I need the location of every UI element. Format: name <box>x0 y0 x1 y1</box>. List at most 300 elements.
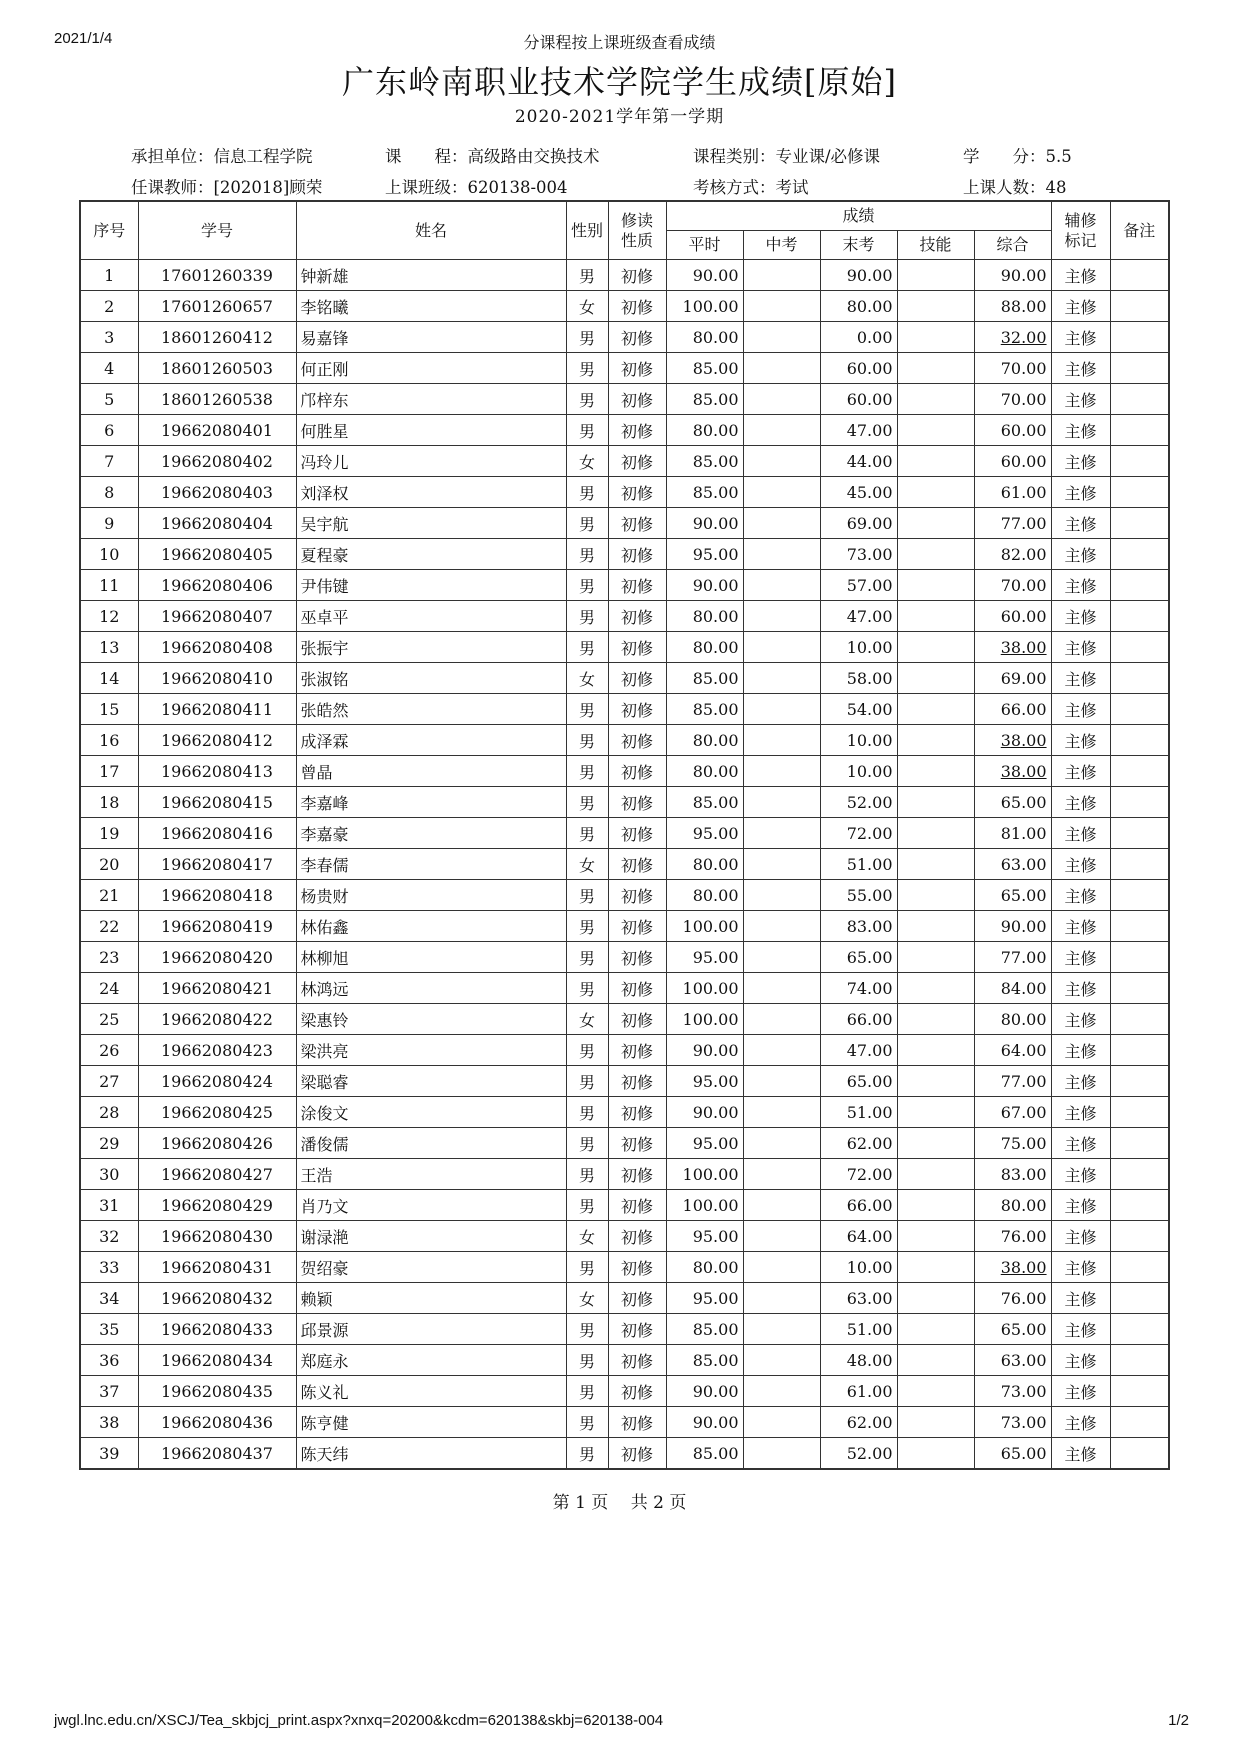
meta-credits: 学 分：5.5 <box>963 147 1072 166</box>
cell-seq: 33 <box>80 1252 138 1283</box>
cell-skill <box>897 1221 974 1252</box>
cell-final: 47.00 <box>820 601 897 632</box>
cell-student-id: 19662080425 <box>138 1097 296 1128</box>
cell-remark <box>1110 942 1169 973</box>
cell-student-id: 19662080403 <box>138 477 296 508</box>
cell-name: 曾晶 <box>296 756 566 787</box>
cell-final: 83.00 <box>820 911 897 942</box>
cell-remark <box>1110 694 1169 725</box>
cell-seq: 28 <box>80 1097 138 1128</box>
cell-remark <box>1110 849 1169 880</box>
cell-minor-flag: 主修 <box>1051 1221 1110 1252</box>
cell-student-id: 19662080401 <box>138 415 296 446</box>
cell-minor-flag: 主修 <box>1051 911 1110 942</box>
cell-name: 杨贵财 <box>296 880 566 911</box>
cell-total: 90.00 <box>974 911 1051 942</box>
cell-student-id: 19662080406 <box>138 570 296 601</box>
cell-midterm <box>743 1314 820 1345</box>
table-row <box>80 1283 1169 1314</box>
cell-usual: 85.00 <box>666 353 743 384</box>
cell-remark <box>1110 973 1169 1004</box>
cell-midterm <box>743 818 820 849</box>
cell-minor-flag: 主修 <box>1051 1066 1110 1097</box>
cell-study-type: 初修 <box>608 1407 666 1438</box>
cell-seq: 6 <box>80 415 138 446</box>
cell-remark <box>1110 384 1169 415</box>
table-row <box>80 632 1169 663</box>
cell-final: 55.00 <box>820 880 897 911</box>
table-row <box>80 663 1169 694</box>
cell-name: 张淑铭 <box>296 663 566 694</box>
cell-gender: 男 <box>566 1035 608 1066</box>
cell-final: 10.00 <box>820 632 897 663</box>
cell-student-id: 19662080427 <box>138 1159 296 1190</box>
failing-score: 38.00 <box>1000 637 1047 657</box>
table-row <box>80 849 1169 880</box>
cell-skill <box>897 1066 974 1097</box>
header-gender: 性别 <box>566 201 608 260</box>
cell-usual: 90.00 <box>666 1376 743 1407</box>
cell-midterm <box>743 446 820 477</box>
cell-seq: 27 <box>80 1066 138 1097</box>
cell-final: 65.00 <box>820 1066 897 1097</box>
cell-gender: 男 <box>566 477 608 508</box>
cell-midterm <box>743 1128 820 1159</box>
cell-remark <box>1110 570 1169 601</box>
cell-name: 陈天纬 <box>296 1438 566 1470</box>
meta-course: 课 程：高级路由交换技术 <box>385 147 600 166</box>
footer-url: jwgl.lnc.edu.cn/XSCJ/Tea_skbjcj_print.aspx?xnxq=20200&kcdm=620138&skbj=620138-004 <box>54 1712 664 1729</box>
cell-total: 65.00 <box>974 1438 1051 1470</box>
cell-usual: 90.00 <box>666 260 743 291</box>
table-row <box>80 539 1169 570</box>
cell-remark <box>1110 756 1169 787</box>
cell-remark <box>1110 1376 1169 1407</box>
cell-total: 70.00 <box>974 570 1051 601</box>
cell-skill <box>897 849 974 880</box>
print-page-title: 分课程按上课班级查看成绩 <box>523 35 716 52</box>
cell-remark <box>1110 291 1169 322</box>
meta-count: 上课人数：48 <box>963 178 1067 197</box>
cell-midterm <box>743 1407 820 1438</box>
cell-usual: 95.00 <box>666 942 743 973</box>
cell-usual: 100.00 <box>666 1190 743 1221</box>
cell-name: 陈亨健 <box>296 1407 566 1438</box>
cell-name: 林柳旭 <box>296 942 566 973</box>
cell-minor-flag: 主修 <box>1051 1128 1110 1159</box>
cell-final: 10.00 <box>820 756 897 787</box>
cell-remark <box>1110 787 1169 818</box>
cell-seq: 2 <box>80 291 138 322</box>
cell-midterm <box>743 942 820 973</box>
cell-usual: 85.00 <box>666 694 743 725</box>
cell-remark <box>1110 446 1169 477</box>
cell-seq: 7 <box>80 446 138 477</box>
cell-skill <box>897 260 974 291</box>
cell-study-type: 初修 <box>608 415 666 446</box>
cell-student-id: 19662080421 <box>138 973 296 1004</box>
cell-minor-flag: 主修 <box>1051 291 1110 322</box>
cell-minor-flag: 主修 <box>1051 880 1110 911</box>
cell-remark <box>1110 539 1169 570</box>
cell-student-id: 19662080437 <box>138 1438 296 1470</box>
cell-final: 45.00 <box>820 477 897 508</box>
cell-skill <box>897 1004 974 1035</box>
cell-gender: 男 <box>566 322 608 353</box>
cell-student-id: 19662080430 <box>138 1221 296 1252</box>
cell-total: 81.00 <box>974 818 1051 849</box>
cell-study-type: 初修 <box>608 1066 666 1097</box>
cell-skill <box>897 384 974 415</box>
cell-usual: 95.00 <box>666 1283 743 1314</box>
cell-final: 69.00 <box>820 508 897 539</box>
cell-seq: 26 <box>80 1035 138 1066</box>
cell-student-id: 17601260657 <box>138 291 296 322</box>
cell-final: 54.00 <box>820 694 897 725</box>
cell-remark <box>1110 880 1169 911</box>
cell-minor-flag: 主修 <box>1051 694 1110 725</box>
cell-skill <box>897 1252 974 1283</box>
cell-gender: 女 <box>566 1004 608 1035</box>
cell-student-id: 19662080410 <box>138 663 296 694</box>
cell-gender: 男 <box>566 911 608 942</box>
cell-skill <box>897 1128 974 1159</box>
cell-skill <box>897 694 974 725</box>
cell-usual: 85.00 <box>666 446 743 477</box>
cell-skill <box>897 1283 974 1314</box>
cell-seq: 8 <box>80 477 138 508</box>
cell-name: 王浩 <box>296 1159 566 1190</box>
grades-table-body <box>80 260 1169 1470</box>
cell-skill <box>897 353 974 384</box>
cell-usual: 90.00 <box>666 1407 743 1438</box>
cell-usual: 100.00 <box>666 911 743 942</box>
cell-remark <box>1110 353 1169 384</box>
cell-total <box>974 632 1051 663</box>
cell-gender: 男 <box>566 694 608 725</box>
header-score: 成绩 <box>666 201 1051 231</box>
cell-study-type: 初修 <box>608 539 666 570</box>
cell-minor-flag: 主修 <box>1051 849 1110 880</box>
cell-total: 76.00 <box>974 1221 1051 1252</box>
cell-seq: 34 <box>80 1283 138 1314</box>
table-row <box>80 1376 1169 1407</box>
cell-study-type: 初修 <box>608 1035 666 1066</box>
cell-student-id: 17601260339 <box>138 260 296 291</box>
cell-midterm <box>743 1252 820 1283</box>
cell-gender: 男 <box>566 880 608 911</box>
cell-gender: 男 <box>566 384 608 415</box>
cell-final: 52.00 <box>820 787 897 818</box>
meta-class: 上课班级：620138-004 <box>385 178 568 197</box>
table-row <box>80 446 1169 477</box>
document-title: 广东岭南职业技术学院学生成绩[原始] <box>342 63 897 101</box>
cell-minor-flag: 主修 <box>1051 1252 1110 1283</box>
cell-minor-flag: 主修 <box>1051 508 1110 539</box>
cell-seq: 12 <box>80 601 138 632</box>
cell-study-type: 初修 <box>608 818 666 849</box>
table-row <box>80 384 1169 415</box>
cell-midterm <box>743 1345 820 1376</box>
table-row <box>80 787 1169 818</box>
cell-final: 57.00 <box>820 570 897 601</box>
cell-midterm <box>743 849 820 880</box>
cell-skill <box>897 1314 974 1345</box>
table-row <box>80 973 1169 1004</box>
cell-seq: 4 <box>80 353 138 384</box>
cell-seq: 39 <box>80 1438 138 1470</box>
cell-midterm <box>743 1376 820 1407</box>
cell-midterm <box>743 880 820 911</box>
cell-minor-flag: 主修 <box>1051 1004 1110 1035</box>
cell-usual: 80.00 <box>666 1252 743 1283</box>
table-row <box>80 1035 1169 1066</box>
cell-seq: 13 <box>80 632 138 663</box>
cell-study-type: 初修 <box>608 446 666 477</box>
cell-remark <box>1110 1035 1169 1066</box>
cell-seq: 21 <box>80 880 138 911</box>
cell-midterm <box>743 1035 820 1066</box>
cell-study-type: 初修 <box>608 322 666 353</box>
cell-final: 47.00 <box>820 415 897 446</box>
table-row <box>80 1066 1169 1097</box>
cell-usual: 95.00 <box>666 539 743 570</box>
cell-final: 10.00 <box>820 725 897 756</box>
cell-midterm <box>743 632 820 663</box>
cell-skill <box>897 1097 974 1128</box>
cell-gender: 男 <box>566 415 608 446</box>
cell-gender: 男 <box>566 508 608 539</box>
cell-remark <box>1110 1221 1169 1252</box>
cell-remark <box>1110 1097 1169 1128</box>
cell-study-type: 初修 <box>608 849 666 880</box>
cell-student-id: 19662080407 <box>138 601 296 632</box>
cell-seq: 22 <box>80 911 138 942</box>
cell-remark <box>1110 1159 1169 1190</box>
cell-gender: 男 <box>566 260 608 291</box>
cell-study-type: 初修 <box>608 694 666 725</box>
cell-total <box>974 1252 1051 1283</box>
cell-minor-flag: 主修 <box>1051 1190 1110 1221</box>
cell-name: 李嘉豪 <box>296 818 566 849</box>
cell-skill <box>897 1376 974 1407</box>
cell-minor-flag: 主修 <box>1051 1314 1110 1345</box>
cell-total: 63.00 <box>974 1345 1051 1376</box>
cell-midterm <box>743 384 820 415</box>
cell-usual: 85.00 <box>666 1345 743 1376</box>
cell-skill <box>897 1407 974 1438</box>
cell-gender: 男 <box>566 1159 608 1190</box>
cell-usual: 100.00 <box>666 291 743 322</box>
header-final: 末考 <box>820 231 897 260</box>
cell-seq: 24 <box>80 973 138 1004</box>
cell-total: 61.00 <box>974 477 1051 508</box>
table-row <box>80 1159 1169 1190</box>
cell-final: 64.00 <box>820 1221 897 1252</box>
cell-remark <box>1110 1283 1169 1314</box>
cell-study-type: 初修 <box>608 1438 666 1470</box>
cell-student-id: 19662080419 <box>138 911 296 942</box>
cell-gender: 男 <box>566 1345 608 1376</box>
cell-total: 73.00 <box>974 1376 1051 1407</box>
cell-usual: 90.00 <box>666 508 743 539</box>
cell-student-id: 19662080431 <box>138 1252 296 1283</box>
header-midterm: 中考 <box>743 231 820 260</box>
cell-gender: 男 <box>566 1407 608 1438</box>
cell-name: 何胜星 <box>296 415 566 446</box>
meta-category: 课程类别：专业课/必修课 <box>693 147 881 166</box>
cell-final: 63.00 <box>820 1283 897 1314</box>
cell-seq: 3 <box>80 322 138 353</box>
cell-remark <box>1110 663 1169 694</box>
cell-study-type: 初修 <box>608 1097 666 1128</box>
cell-midterm <box>743 1159 820 1190</box>
cell-minor-flag: 主修 <box>1051 415 1110 446</box>
cell-midterm <box>743 601 820 632</box>
cell-name: 巫卓平 <box>296 601 566 632</box>
cell-seq: 15 <box>80 694 138 725</box>
cell-midterm <box>743 291 820 322</box>
cell-name: 钟新雄 <box>296 260 566 291</box>
cell-total: 77.00 <box>974 508 1051 539</box>
cell-usual: 80.00 <box>666 880 743 911</box>
cell-total: 83.00 <box>974 1159 1051 1190</box>
cell-name: 李春儒 <box>296 849 566 880</box>
cell-study-type: 初修 <box>608 787 666 818</box>
cell-total: 88.00 <box>974 291 1051 322</box>
table-row <box>80 477 1169 508</box>
cell-student-id: 19662080412 <box>138 725 296 756</box>
header-seq: 序号 <box>80 201 138 260</box>
table-row <box>80 1314 1169 1345</box>
cell-total: 65.00 <box>974 880 1051 911</box>
cell-final: 66.00 <box>820 1190 897 1221</box>
cell-student-id: 19662080413 <box>138 756 296 787</box>
cell-total: 76.00 <box>974 1283 1051 1314</box>
cell-study-type: 初修 <box>608 942 666 973</box>
cell-name: 李嘉峰 <box>296 787 566 818</box>
cell-seq: 36 <box>80 1345 138 1376</box>
cell-midterm <box>743 663 820 694</box>
cell-skill <box>897 446 974 477</box>
cell-student-id: 19662080420 <box>138 942 296 973</box>
cell-student-id: 19662080404 <box>138 508 296 539</box>
cell-final: 62.00 <box>820 1407 897 1438</box>
cell-student-id: 19662080435 <box>138 1376 296 1407</box>
cell-midterm <box>743 539 820 570</box>
cell-remark <box>1110 1128 1169 1159</box>
cell-remark <box>1110 818 1169 849</box>
table-row <box>80 415 1169 446</box>
cell-name: 涂俊文 <box>296 1097 566 1128</box>
cell-seq: 18 <box>80 787 138 818</box>
cell-gender: 女 <box>566 291 608 322</box>
cell-midterm <box>743 1097 820 1128</box>
meta-dept: 承担单位：信息工程学院 <box>131 147 313 166</box>
cell-minor-flag: 主修 <box>1051 353 1110 384</box>
cell-remark <box>1110 1345 1169 1376</box>
cell-student-id: 19662080417 <box>138 849 296 880</box>
cell-skill <box>897 601 974 632</box>
cell-usual: 90.00 <box>666 1035 743 1066</box>
cell-study-type: 初修 <box>608 756 666 787</box>
cell-minor-flag: 主修 <box>1051 1097 1110 1128</box>
cell-midterm <box>743 756 820 787</box>
cell-gender: 男 <box>566 942 608 973</box>
cell-midterm <box>743 725 820 756</box>
cell-usual: 80.00 <box>666 756 743 787</box>
cell-student-id: 19662080418 <box>138 880 296 911</box>
cell-name: 何正刚 <box>296 353 566 384</box>
cell-usual: 85.00 <box>666 787 743 818</box>
table-row <box>80 880 1169 911</box>
cell-remark <box>1110 1190 1169 1221</box>
cell-total: 64.00 <box>974 1035 1051 1066</box>
cell-name: 林鸿远 <box>296 973 566 1004</box>
cell-name: 潘俊儒 <box>296 1128 566 1159</box>
cell-skill <box>897 539 974 570</box>
cell-seq: 37 <box>80 1376 138 1407</box>
cell-name: 梁惠铃 <box>296 1004 566 1035</box>
page-number: 第 1 页 共 2 页 <box>552 1493 687 1513</box>
cell-midterm <box>743 911 820 942</box>
cell-name: 易嘉锋 <box>296 322 566 353</box>
cell-study-type: 初修 <box>608 384 666 415</box>
cell-skill <box>897 291 974 322</box>
cell-study-type: 初修 <box>608 880 666 911</box>
cell-total: 77.00 <box>974 942 1051 973</box>
cell-final: 10.00 <box>820 1252 897 1283</box>
cell-skill <box>897 756 974 787</box>
cell-name: 冯玲儿 <box>296 446 566 477</box>
cell-gender: 男 <box>566 787 608 818</box>
cell-usual: 80.00 <box>666 849 743 880</box>
cell-usual: 90.00 <box>666 1097 743 1128</box>
cell-minor-flag: 主修 <box>1051 384 1110 415</box>
print-date: 2021/1/4 <box>54 30 113 47</box>
cell-final: 51.00 <box>820 1097 897 1128</box>
cell-study-type: 初修 <box>608 1252 666 1283</box>
cell-student-id: 19662080411 <box>138 694 296 725</box>
cell-total: 80.00 <box>974 1004 1051 1035</box>
cell-name: 吴宇航 <box>296 508 566 539</box>
cell-student-id: 19662080436 <box>138 1407 296 1438</box>
cell-seq: 16 <box>80 725 138 756</box>
cell-study-type: 初修 <box>608 1221 666 1252</box>
cell-gender: 男 <box>566 1097 608 1128</box>
table-row <box>80 1407 1169 1438</box>
cell-skill <box>897 1345 974 1376</box>
cell-midterm <box>743 477 820 508</box>
cell-study-type: 初修 <box>608 260 666 291</box>
cell-midterm <box>743 1004 820 1035</box>
cell-skill <box>897 1438 974 1470</box>
cell-final: 61.00 <box>820 1376 897 1407</box>
cell-midterm <box>743 694 820 725</box>
table-row <box>80 1190 1169 1221</box>
cell-total: 60.00 <box>974 601 1051 632</box>
cell-seq: 1 <box>80 260 138 291</box>
cell-seq: 5 <box>80 384 138 415</box>
cell-final: 0.00 <box>820 322 897 353</box>
cell-gender: 男 <box>566 353 608 384</box>
cell-total: 90.00 <box>974 260 1051 291</box>
cell-midterm <box>743 508 820 539</box>
table-row <box>80 322 1169 353</box>
table-row <box>80 1004 1169 1035</box>
cell-total: 60.00 <box>974 415 1051 446</box>
cell-midterm <box>743 322 820 353</box>
